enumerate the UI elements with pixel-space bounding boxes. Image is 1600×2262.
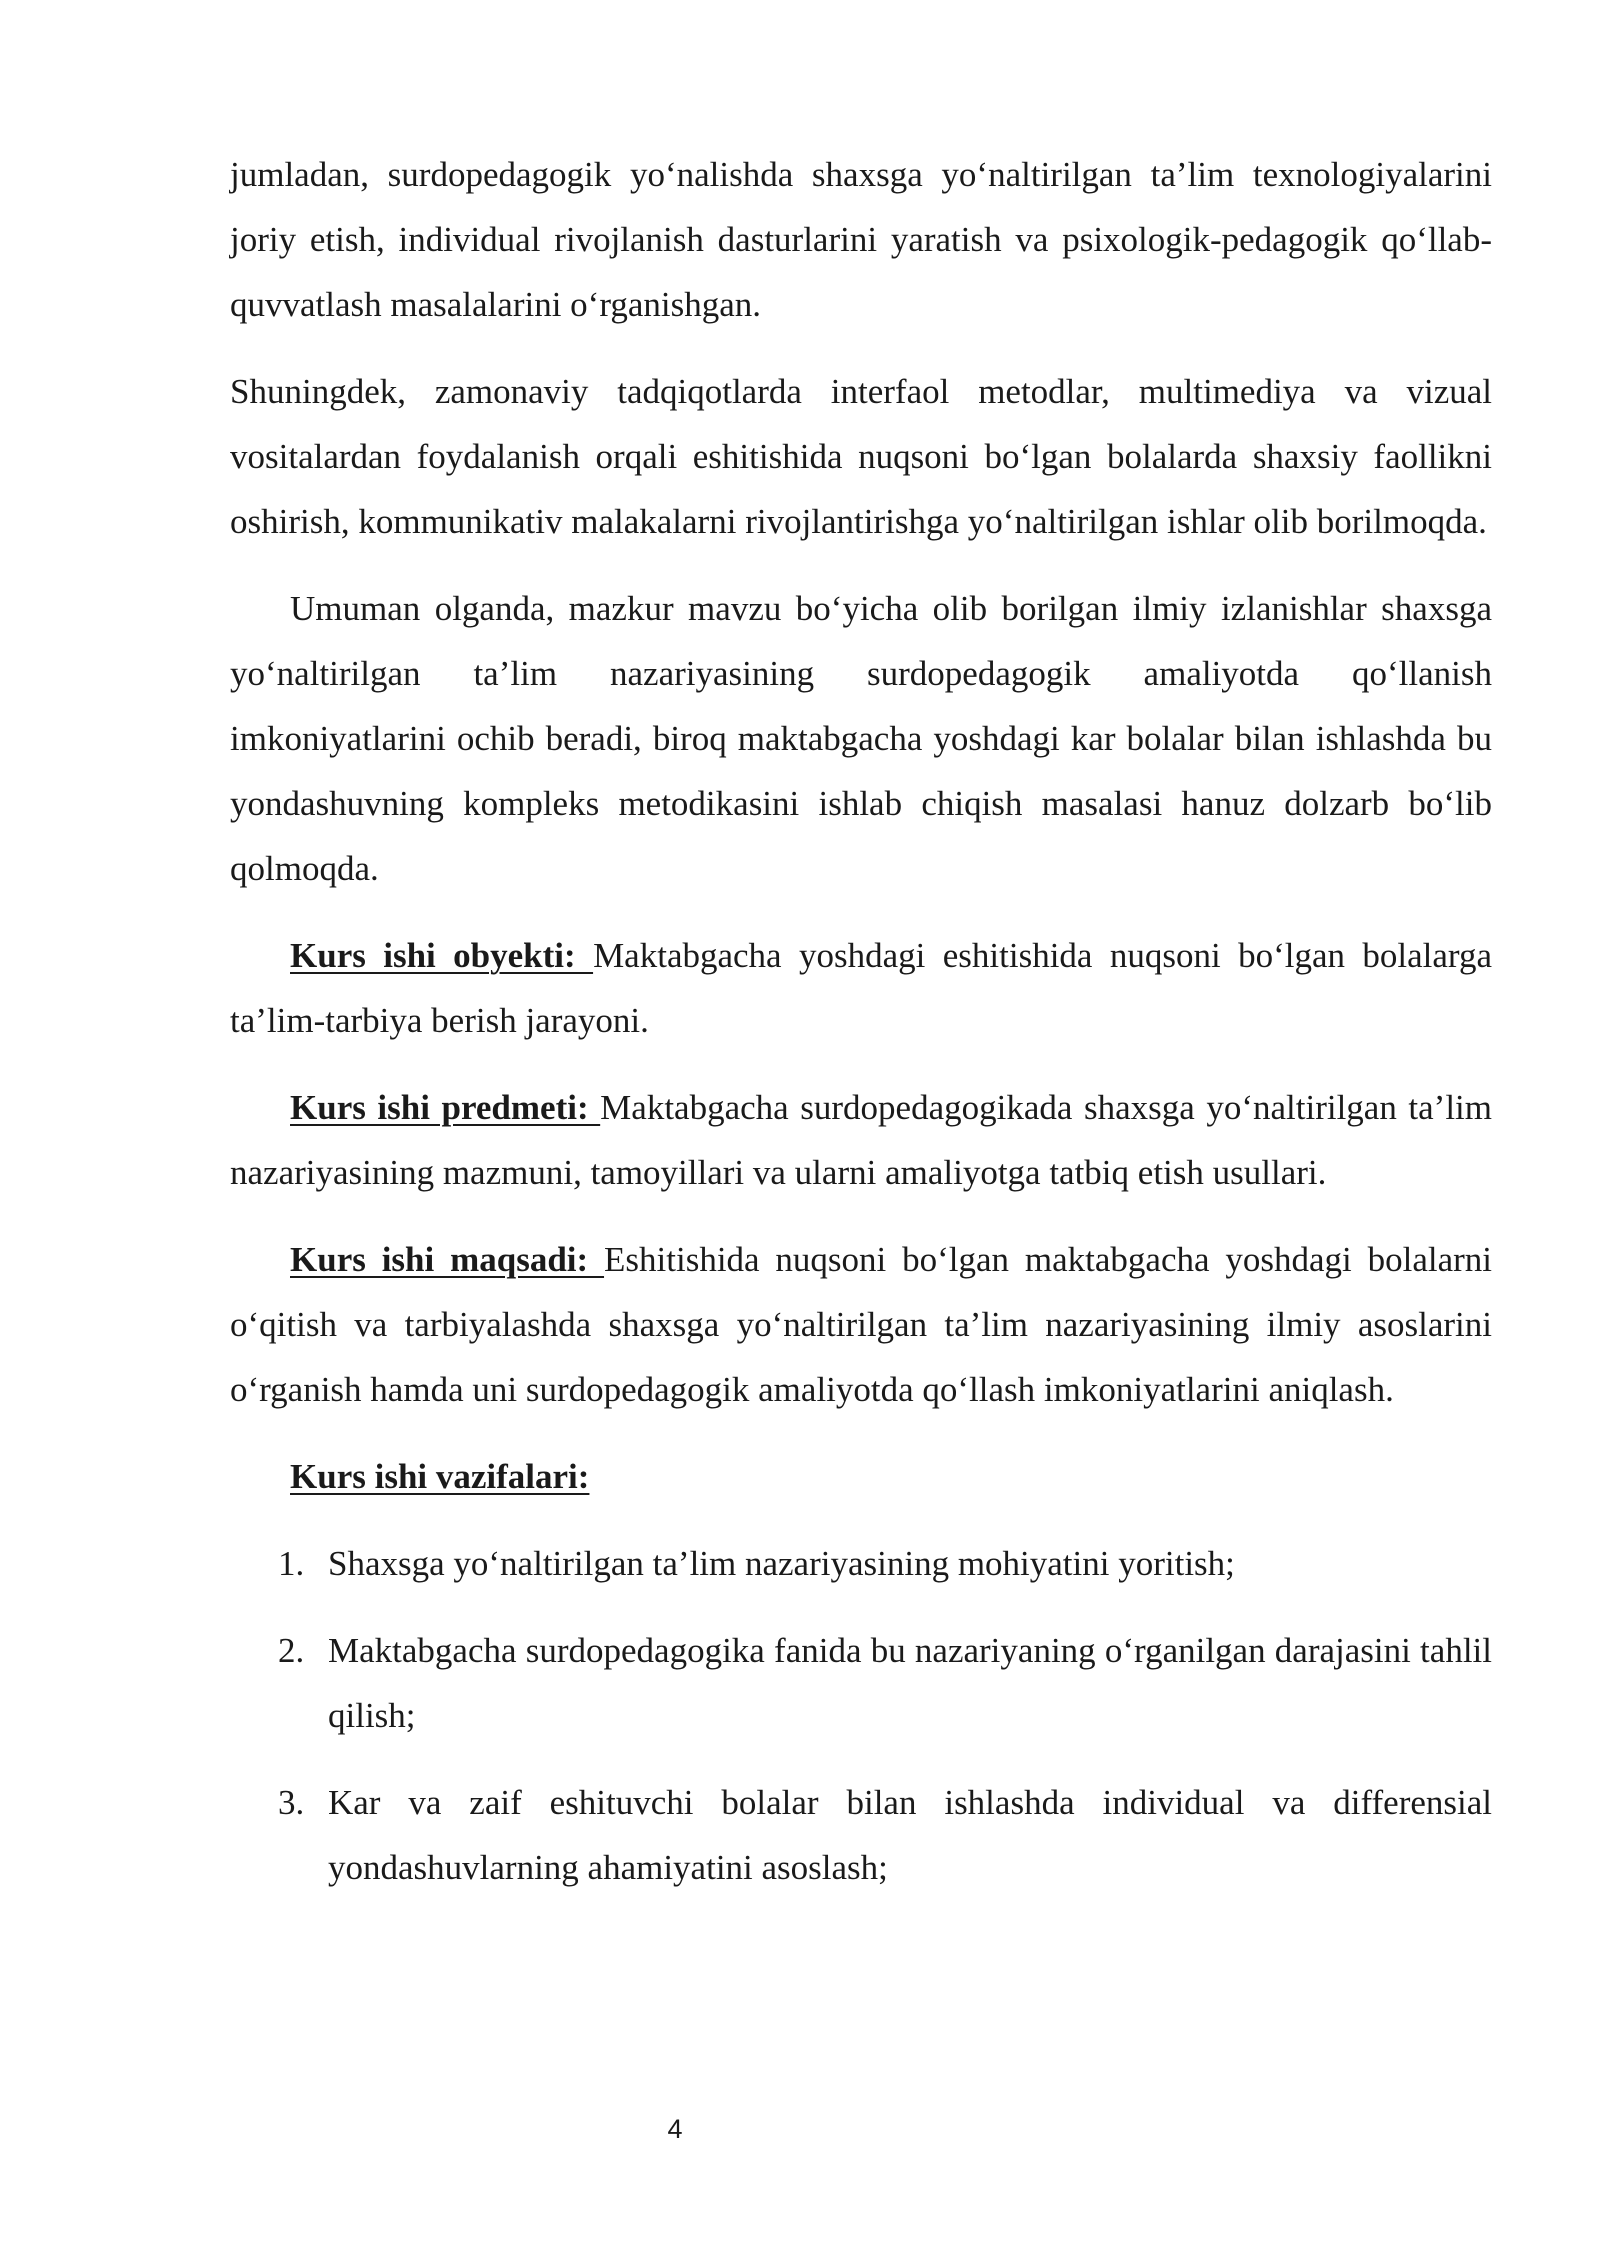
list-item-text: Shaxsga yo‘naltirilgan ta’lim nazariyasining mohiyatini yoritish; [328, 1544, 1235, 1583]
list-item [230, 1618, 1492, 1748]
section-subject [230, 1075, 1492, 1205]
goal-label: Kurs ishi maqsadi: [290, 1240, 605, 1279]
paragraph-modern-research: Shuningdek, zamonaviy tadqiqotlarda interfaol metodlar, multimediya va vizual vositalardan foydalanish orqali eshitishida nuqsoni bo‘lgan bolalarda shaxsiy faollikni oshirish, kommunikativ malakalarni rivojlantirishga yo‘naltirilgan ishlar olib borilmoqda. [230, 372, 1492, 541]
object-label: Kurs ishi obyekti: [290, 936, 594, 975]
list-item [230, 1531, 1492, 1596]
section-goal [230, 1227, 1492, 1422]
goal-text: Eshitishida nuqsoni bo‘lgan maktabgacha yoshdagi bolalarni o‘qitish va tarbiyalashda shaxsga yo‘naltirilgan ta’lim nazariyasining ilmiy asoslarini o‘rganish hamda uni surdopedagogik amaliyotda qo‘llash imkoniyatlarini aniqlash. [230, 1240, 1492, 1409]
tasks-list [230, 1531, 1492, 1900]
list-item-text: Kar va zaif eshituvchi bolalar bilan ishlashda individual va differensial yondashuvlarning ahamiyatini asoslash; [328, 1783, 1492, 1887]
section-object [230, 923, 1492, 1053]
list-item-number: 2. [278, 1631, 305, 1670]
list-item-number: 3. [278, 1783, 305, 1822]
subject-label: Kurs ishi predmeti: [290, 1088, 601, 1127]
object-text: Maktabgacha yoshdagi eshitishida nuqsoni bo‘lgan bolalarga ta’lim-tarbiya berish jarayoni. [230, 936, 1492, 1040]
tasks-heading [230, 1444, 1492, 1509]
page-body [230, 142, 1492, 1922]
paragraph-summary: Umuman olganda, mazkur mavzu bo‘yicha olib borilgan ilmiy izlanishlar shaxsga yo‘naltirilgan ta’lim nazariyasining surdopedagogik amaliyotda qo‘llanish imkoniyatlarini ochib beradi, biroq maktabgacha yoshdagi kar bolalar bilan ishlashda bu yondashuvning kompleks metodikasini ishlab chiqish masalasi hanuz dolzarb bo‘lib qolmoqda. [230, 589, 1492, 888]
subject-text: Maktabgacha surdopedagogikada shaxsga yo‘naltirilgan ta’lim nazariyasining mazmuni, tamoyillari va ularni amaliyotga tatbiq etish usullari. [230, 1088, 1492, 1192]
page-number: 4 [667, 2114, 683, 2144]
paragraph-continuation: jumladan, surdopedagogik yo‘nalishda shaxsga yo‘naltirilgan ta’lim texnologiyalarini joriy etish, individual rivojlanish dasturlarini yaratish va psixologik-pedagogik qo‘llab-quvvatlash masalalarini o‘rganishgan. [230, 155, 1492, 324]
list-item-number: 1. [278, 1544, 305, 1583]
tasks-label: Kurs ishi vazifalari: [290, 1457, 590, 1496]
list-item [230, 1770, 1492, 1900]
list-item-text: Maktabgacha surdopedagogika fanida bu nazariyaning o‘rganilgan darajasini tahlil qilish; [328, 1631, 1492, 1735]
